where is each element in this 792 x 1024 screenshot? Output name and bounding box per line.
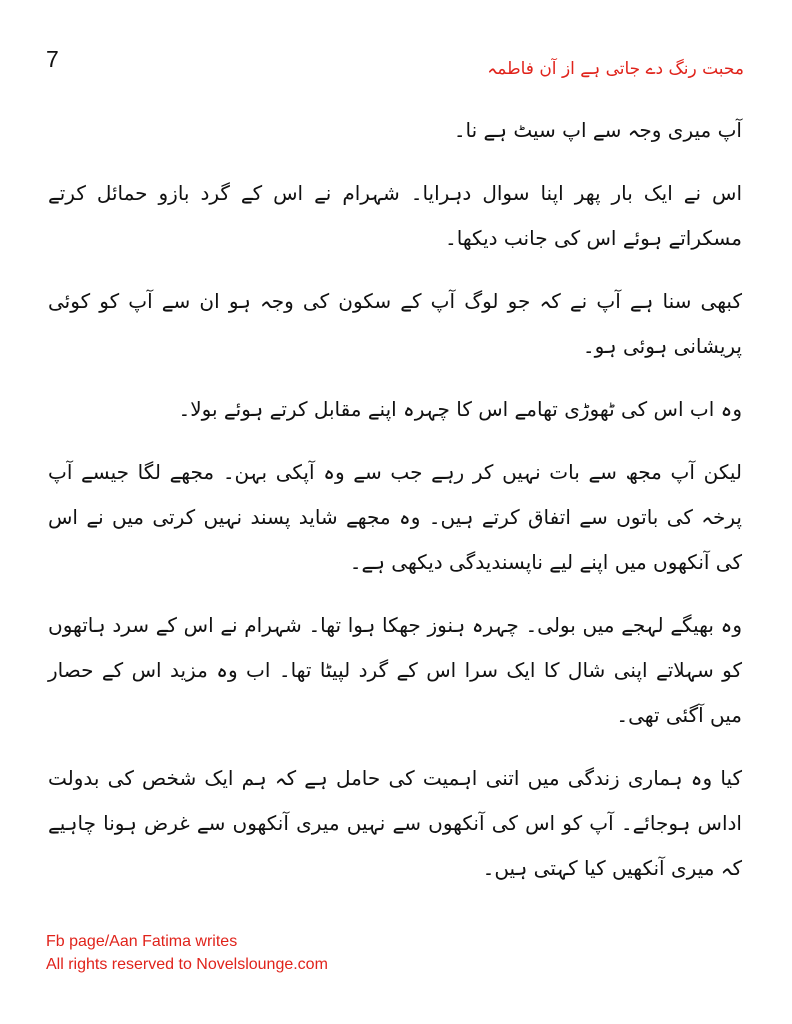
header-title: محبت رنگ دے جاتی ہے از آن فاطمہ [487,59,744,79]
paragraph: وہ اب اس کی ٹھوڑی تھامے اس کا چہرہ اپنے مقابل کرتے ہوئے بولا۔ [178,397,742,421]
footer-fb-page: Fb page/Aan Fatima writes [46,933,238,950]
paragraph: لیکن آپ مجھ سے بات نہیں کر رہے جب سے وہ آپکی بہن۔ مجھے لگا جیسے آپ پرخہ کی باتوں سے اتفاق کرتے ہیں۔ وہ مجھے شاید پسند نہیں کرتی میں نے اس کی آنکھوں میں اپنے لیے ناپسندیدگی دیکھی ہے۔ [48,460,742,574]
page-number: 7 [46,46,59,72]
paragraph: وہ بھیگے لہجے میں بولی۔ چہرہ ہنوز جھکا ہوا تھا۔ شہرام نے اس کے سرد ہاتھوں کو سہلاتے اپنی شال کا ایک سرا اس کے گرد لپیٹا تھا۔ اب وہ مزید اس کے حصار میں آگئی تھی۔ [48,613,742,727]
footer-credits [46,930,328,976]
paragraph: آپ میری وجہ سے اپ سیٹ ہے نا۔ [453,118,742,142]
paragraph: کیا وہ ہماری زندگی میں اتنی اہمیت کی حامل ہے کہ ہم ایک شخص کی بدولت اداس ہوجائے۔ آپ کو اس کی آنکھوں سے نہیں میری آنکھوں سے غرض ہونا چاہیے کہ میری آنکھیں کیا کہتی ہیں۔ [48,766,742,880]
footer-rights: All rights reserved to Novelslounge.com [46,956,328,973]
paragraph: کبھی سنا ہے آپ نے کہ جو لوگ آپ کے سکون کی وجہ ہو ان سے آپ کو کوئی پریشانی ہوئی ہو۔ [48,289,742,358]
story-body [48,108,742,909]
paragraph: اس نے ایک بار پھر اپنا سوال دہرایا۔ شہرام نے اس کے گرد بازو حمائل کرتے مسکراتے ہوئے اس کی جانب دیکھا۔ [48,181,742,250]
